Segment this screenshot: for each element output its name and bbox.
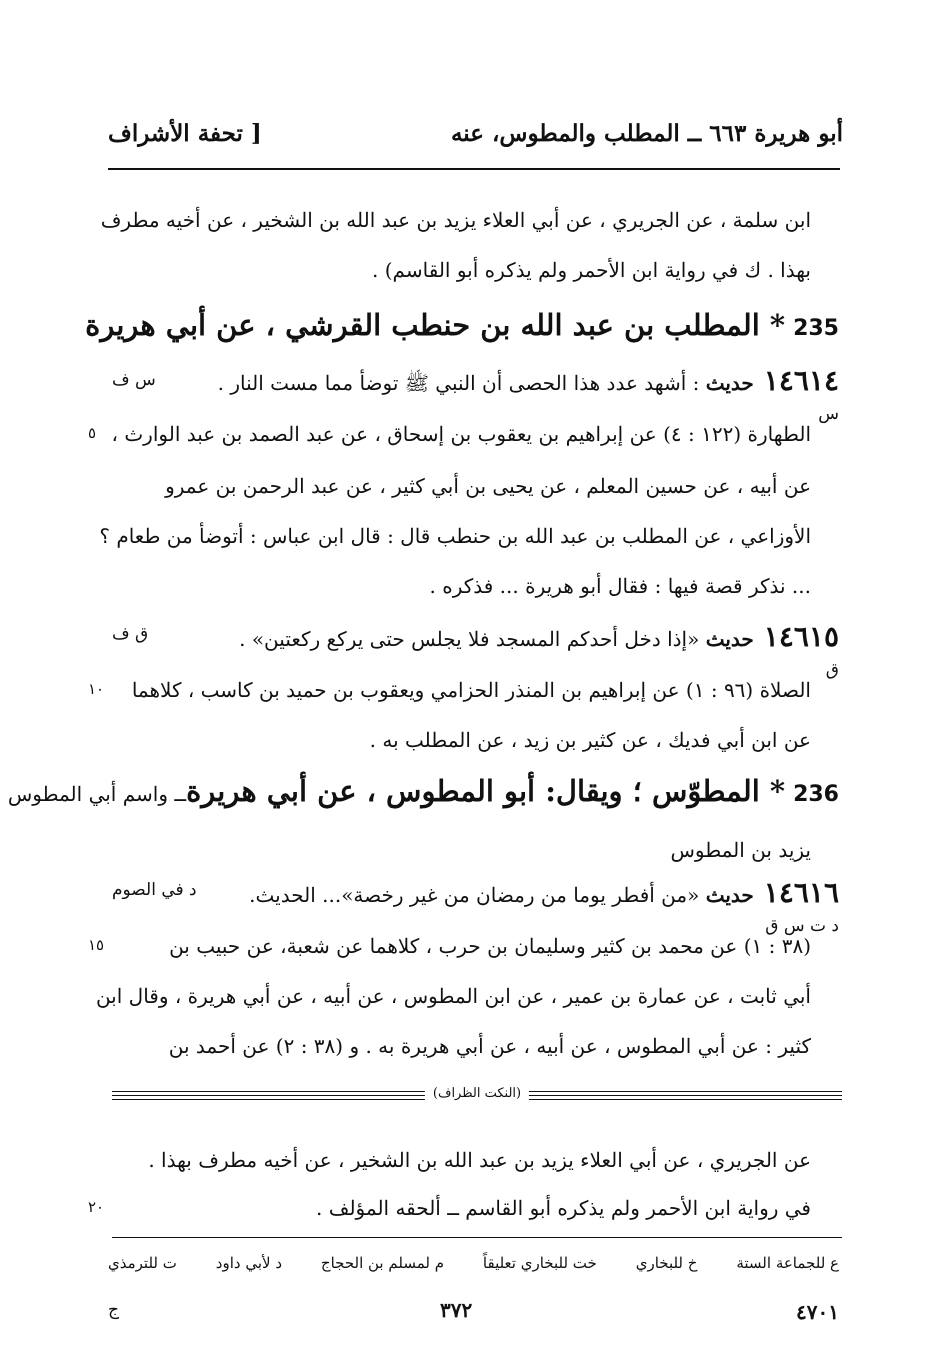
hadith-keyword: حديث <box>705 627 754 651</box>
margin-sigla: ق <box>825 660 839 680</box>
margin-sigla: د ت س ق <box>765 916 839 936</box>
text-line: الطهارة (١٢٢ : ٤) عن إبراهيم بن يعقوب بن إسحاق ، عن عبد الصمد بن عبد الوارث ، <box>111 422 811 446</box>
line-number: ٢٠ <box>88 1198 105 1216</box>
hadith-number: ١٤٦١٥ <box>763 620 839 653</box>
source-sigla: س ف <box>112 370 156 390</box>
legend-item: ع للجماعة الستة <box>736 1254 839 1272</box>
section-number: 236 <box>793 782 839 807</box>
line-number: ١٠ <box>88 680 105 698</box>
legend-item: خت للبخاري تعليقاً <box>482 1254 597 1272</box>
hadith-number: ١٤٦١٦ <box>763 876 839 909</box>
page-number: ٣٧٢ <box>440 1298 473 1322</box>
footer-item-number: ٤٧٠١ <box>796 1300 839 1324</box>
hadith-text: «من أفطر يوما من رمضان من غير رخصة»... الحديث. <box>249 883 700 907</box>
section-title: * المطوّس ؛ ويقال: أبو المطوس ، عن أبي هريرة <box>186 774 786 808</box>
line-number: ٥ <box>88 424 97 442</box>
source-sigla: ق ف <box>112 624 149 644</box>
legend-item: م لمسلم بن الحجاج <box>320 1254 445 1272</box>
section-heading-235 <box>85 308 839 342</box>
text-line: عن ابن أبي فديك ، عن كثير بن زيد ، عن المطلب به . <box>369 728 811 752</box>
hadith-number: ١٤٦١٤ <box>763 364 839 397</box>
line-number: ١٥ <box>88 936 105 954</box>
footnote-rule <box>112 1237 842 1238</box>
text-line: ... نذكر قصة فيها : فقال أبو هريرة ... فذكره . <box>429 574 811 598</box>
hadith-keyword: حديث <box>705 883 754 907</box>
running-header-book: [ تحفة الأشراف <box>108 120 262 147</box>
text-line: كثير : عن أبي المطوس ، عن أبيه ، عن أبي هريرة به . و (٣٨ : ٢) عن أحمد بن <box>168 1034 811 1058</box>
hadith-keyword: حديث <box>705 371 754 395</box>
text-line: بهذا . ك في رواية ابن الأحمر ولم يذكره أبو القاسم) . <box>372 258 811 282</box>
margin-sigla: س <box>818 404 839 424</box>
running-header-title: أبو هريرة ٦٦٣ ــ المطلب والمطوس، عنه <box>450 120 843 147</box>
notes-divider-label: (النكت الظراف) <box>425 1086 529 1101</box>
legend-item: د لأبي داود <box>215 1254 282 1272</box>
hadith-14614 <box>218 364 839 400</box>
section-title-continuation: ــ واسم أبي المطوس <box>7 782 187 806</box>
text-line: ابن سلمة ، عن الجريري ، عن أبي العلاء يزيد بن عبد الله بن الشخير ، عن أخيه مطرف <box>100 208 811 232</box>
text-line: الأوزاعي ، عن المطلب بن عبد الله بن حنطب قال : قال ابن عباس : أتوضأ من طعام ؟ <box>99 524 811 548</box>
footer-volume-mark: ج <box>108 1300 119 1320</box>
text-line: عن أبيه ، عن حسين المعلم ، عن يحيى بن أبي كثير ، عن عبد الرحمن بن عمرو <box>165 474 811 498</box>
footnote-line: عن الجريري ، عن أبي العلاء يزيد بن عبد الله بن الشخير ، عن أخيه مطرف بهذا . <box>148 1148 811 1172</box>
hadith-text: «إذا دخل أحدكم المسجد فلا يجلس حتى يركع ركعتين» . <box>239 627 700 651</box>
hadith-text: : أشهد عدد هذا الحصى أن النبي ﷺ توضأ مما مست النار . <box>217 371 700 395</box>
hadith-14616 <box>249 876 839 909</box>
text-line: الصلاة (٩٦ : ١) عن إبراهيم بن المنذر الحزامي ويعقوب بن حميد بن كاسب ، كلاهما <box>131 678 811 702</box>
header-rule <box>108 168 840 170</box>
legend-item: ت للترمذي <box>108 1254 177 1272</box>
abbreviation-legend <box>108 1254 839 1272</box>
section-title: * المطلب بن عبد الله بن حنطب القرشي ، عن أبي هريرة <box>85 308 786 342</box>
section-number: 235 <box>793 316 839 341</box>
footnote-line: في رواية ابن الأحمر ولم يذكره أبو القاسم ــ ألحقه المؤلف . <box>316 1196 811 1220</box>
notes-divider <box>112 1088 842 1106</box>
source-sigla: د في الصوم <box>112 880 197 900</box>
legend-item: خ للبخاري <box>635 1254 698 1272</box>
section-heading-236 <box>8 774 839 808</box>
text-line: (٣٨ : ١) عن محمد بن كثير وسليمان بن حرب ، كلاهما عن شعبة، عن حبيب بن <box>169 934 811 958</box>
hadith-14615 <box>239 620 839 653</box>
text-line: يزيد بن المطوس <box>670 838 811 862</box>
text-line: أبي ثابت ، عن عمارة بن عمير ، عن ابن المطوس ، عن أبيه ، عن أبي هريرة ، وقال ابن <box>95 984 811 1008</box>
